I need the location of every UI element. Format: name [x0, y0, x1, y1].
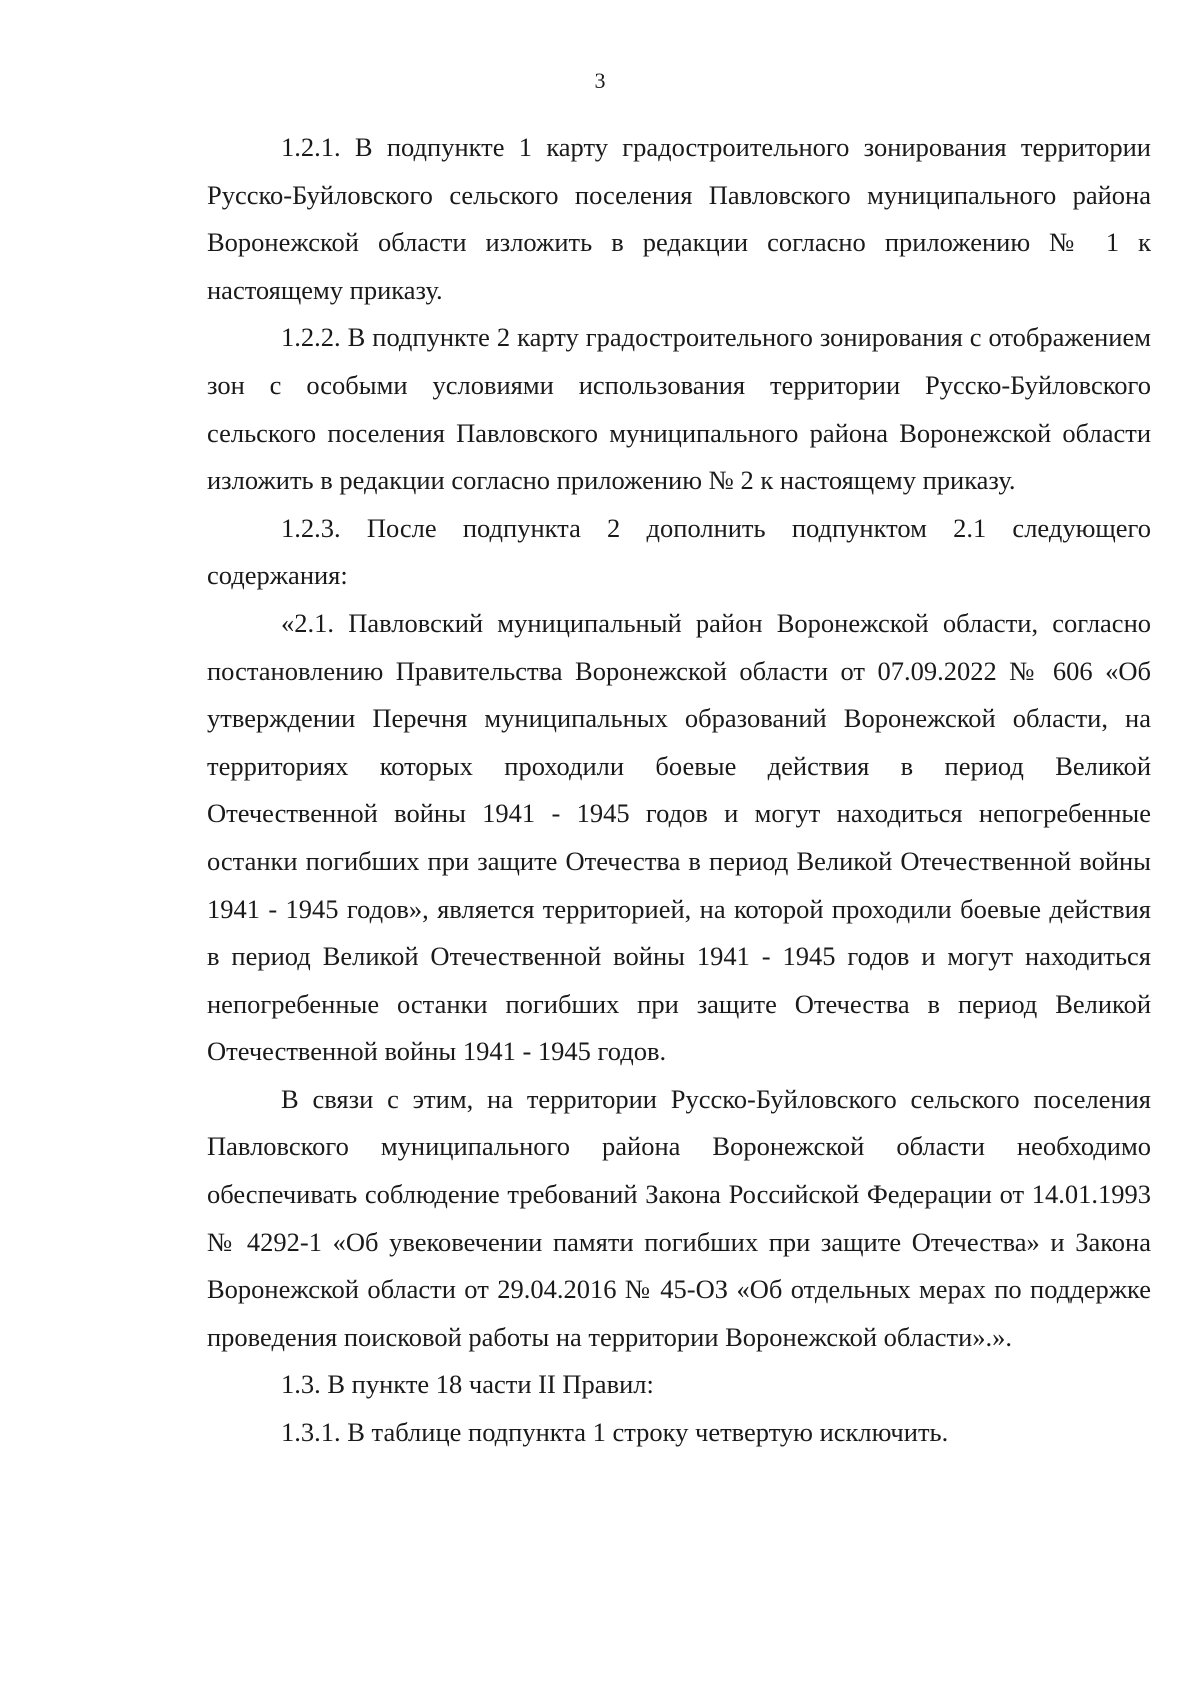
paragraph-1-3-1: 1.3.1. В таблице подпункта 1 строку четвертую исключить.	[281, 1417, 949, 1448]
document-body	[207, 124, 1151, 1457]
paragraph-1-2-3: 1.2.3. После подпункта 2 дополнить подпунктом 2.1 следующего содержания:	[207, 512, 1151, 591]
paragraph-1-2-2: 1.2.2. В подпункте 2 карту градостроительного зонирования с отображением зон с особыми условиями использования территории Русско-Буйловского сельского поселения Павловского муниципального района Воронежской области изложить в редакции согласно приложению № 2 к настоящему приказу.	[207, 322, 1151, 496]
paragraph-2-1-quote: «2.1. Павловский муниципальный район Воронежской области, согласно постановлению Правительства Воронежской области от 07.09.2022 № 606 «Об утверждении Перечня муниципальных образований Воронежской области, на территориях которых проходили боевые действия в период Великой Отечественной войны 1941 - 1945 годов и могут находиться непогребенные останки погибших при защите Отечества в период Великой Отечественной войны 1941 - 1945 годов», является территорией, на которой проходили боевые действия в период Великой Отечественной войны 1941 - 1945 годов и могут находиться непогребенные останки погибших при защите Отечества в период Великой Отечественной войны 1941 - 1945 годов.	[207, 607, 1151, 1067]
paragraph-1-3: 1.3. В пункте 18 части II Правил:	[281, 1369, 654, 1400]
page-number: 3	[594, 68, 606, 93]
paragraph-1-2-1: 1.2.1. В подпункте 1 карту градостроительного зонирования территории Русско-Буйловского сельского поселения Павловского муниципального района Воронежской области изложить в редакции согласно приложению № 1 к настоящему приказу.	[207, 132, 1151, 305]
paragraph-connection: В связи с этим, на территории Русско-Буйловского сельского поселения Павловского муниципального района Воронежской области необходимо обеспечивать соблюдение требований Закона Российской Федерации от 14.01.1993 № 4292-1 «Об увековечении памяти погибших при защите Отечества» и Закона Воронежской области от 29.04.2016 № 45-ОЗ «Об отдельных мерах по поддержке проведения поисковой работы на территории Воронежской области».».	[207, 1083, 1151, 1352]
